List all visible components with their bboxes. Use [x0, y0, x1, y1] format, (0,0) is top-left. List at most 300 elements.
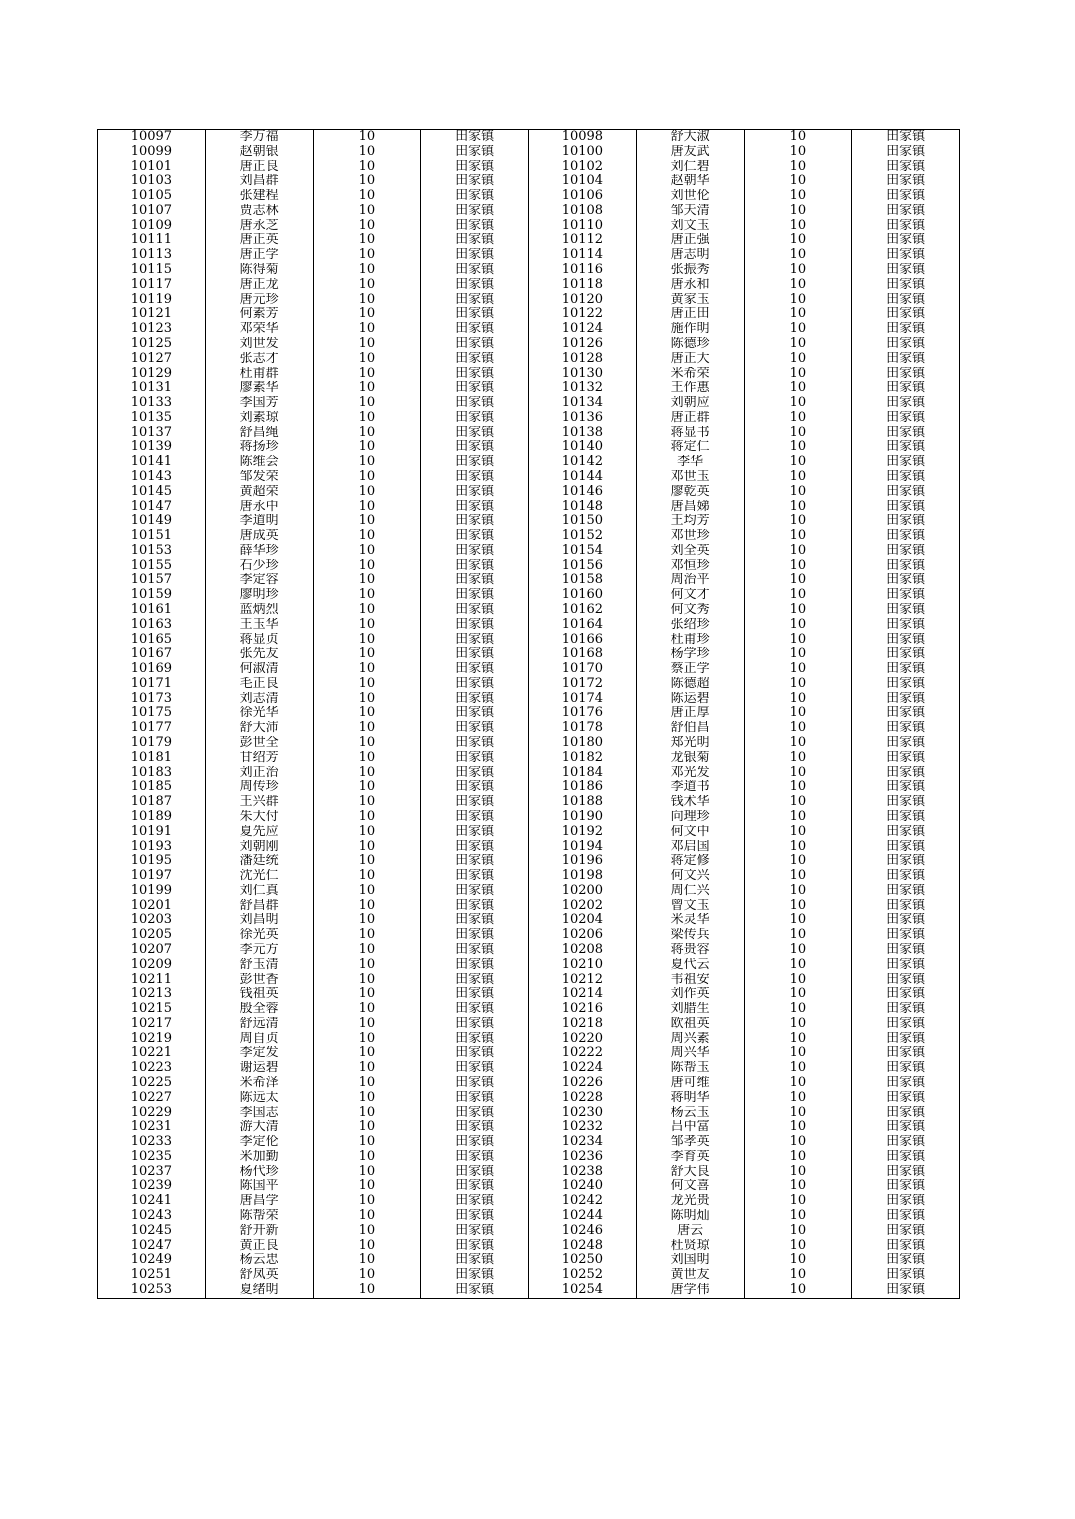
person-name-cell: 邹天清 [636, 204, 744, 219]
town-cell: 田家镇 [421, 1150, 529, 1165]
person-name-cell: 陈德珍 [636, 337, 744, 352]
amount-cell: 10 [744, 899, 852, 914]
amount-cell: 10 [313, 1165, 421, 1180]
town-cell: 田家镇 [421, 913, 529, 928]
record-id-cell: 10240 [529, 1179, 637, 1194]
town-cell: 田家镇 [852, 1061, 960, 1076]
record-id-cell: 10101 [98, 160, 206, 175]
amount-cell: 10 [744, 322, 852, 337]
town-cell: 田家镇 [852, 189, 960, 204]
record-id-cell: 10194 [529, 840, 637, 855]
person-name-cell: 刘朝刚 [205, 840, 313, 855]
person-name-cell: 黄超荣 [205, 485, 313, 500]
person-name-cell: 陈维会 [205, 455, 313, 470]
person-name-cell: 蒋显书 [636, 426, 744, 441]
table-row [98, 1224, 960, 1239]
town-cell: 田家镇 [421, 130, 529, 145]
amount-cell: 10 [313, 544, 421, 559]
amount-cell: 10 [744, 219, 852, 234]
table-row [98, 987, 960, 1002]
person-name-cell: 米希荣 [636, 367, 744, 382]
record-id-cell: 10197 [98, 869, 206, 884]
record-id-cell: 10251 [98, 1268, 206, 1283]
town-cell: 田家镇 [421, 204, 529, 219]
table-row [98, 943, 960, 958]
person-name-cell: 米加勤 [205, 1150, 313, 1165]
person-name-cell: 朱大付 [205, 810, 313, 825]
town-cell: 田家镇 [421, 662, 529, 677]
town-cell: 田家镇 [421, 411, 529, 426]
town-cell: 田家镇 [852, 706, 960, 721]
record-id-cell: 10170 [529, 662, 637, 677]
amount-cell: 10 [313, 293, 421, 308]
town-cell: 田家镇 [421, 1076, 529, 1091]
table-row [98, 633, 960, 648]
town-cell: 田家镇 [852, 913, 960, 928]
person-name-cell: 唐学伟 [636, 1283, 744, 1298]
table-row [98, 233, 960, 248]
person-name-cell: 张志才 [205, 352, 313, 367]
person-name-cell: 刘素琼 [205, 411, 313, 426]
person-name-cell: 陈帮荣 [205, 1209, 313, 1224]
town-cell: 田家镇 [421, 1017, 529, 1032]
record-id-cell: 10252 [529, 1268, 637, 1283]
town-cell: 田家镇 [852, 307, 960, 322]
amount-cell: 10 [744, 1091, 852, 1106]
table-row [98, 1165, 960, 1180]
amount-cell: 10 [744, 677, 852, 692]
amount-cell: 10 [313, 411, 421, 426]
person-name-cell: 徐光华 [205, 706, 313, 721]
person-name-cell: 李华 [636, 455, 744, 470]
record-id-cell: 10157 [98, 573, 206, 588]
record-id-cell: 10131 [98, 381, 206, 396]
amount-cell: 10 [744, 1194, 852, 1209]
town-cell: 田家镇 [852, 233, 960, 248]
amount-cell: 10 [313, 973, 421, 988]
town-cell: 田家镇 [421, 322, 529, 337]
amount-cell: 10 [744, 204, 852, 219]
town-cell: 田家镇 [852, 130, 960, 145]
record-id-cell: 10226 [529, 1076, 637, 1091]
person-name-cell: 唐友武 [636, 145, 744, 160]
person-name-cell: 蒋明华 [636, 1091, 744, 1106]
record-id-cell: 10140 [529, 440, 637, 455]
amount-cell: 10 [744, 633, 852, 648]
record-id-cell: 10153 [98, 544, 206, 559]
table-row [98, 1194, 960, 1209]
table-row [98, 1091, 960, 1106]
amount-cell: 10 [313, 721, 421, 736]
table-row [98, 411, 960, 426]
record-id-cell: 10165 [98, 633, 206, 648]
amount-cell: 10 [313, 780, 421, 795]
record-id-cell: 10205 [98, 928, 206, 943]
person-name-cell: 李道明 [205, 514, 313, 529]
person-name-cell: 蒋定修 [636, 854, 744, 869]
town-cell: 田家镇 [852, 352, 960, 367]
table-row [98, 958, 960, 973]
person-name-cell: 何淑清 [205, 662, 313, 677]
town-cell: 田家镇 [852, 1032, 960, 1047]
amount-cell: 10 [744, 1046, 852, 1061]
amount-cell: 10 [744, 396, 852, 411]
table-row [98, 455, 960, 470]
town-cell: 田家镇 [852, 795, 960, 810]
amount-cell: 10 [313, 440, 421, 455]
town-cell: 田家镇 [852, 322, 960, 337]
record-id-cell: 10134 [529, 396, 637, 411]
person-name-cell: 刘全英 [636, 544, 744, 559]
amount-cell: 10 [313, 840, 421, 855]
person-name-cell: 谢运碧 [205, 1061, 313, 1076]
record-id-cell: 10228 [529, 1091, 637, 1106]
record-id-cell: 10113 [98, 248, 206, 263]
person-name-cell: 石少珍 [205, 559, 313, 574]
amount-cell: 10 [313, 706, 421, 721]
amount-cell: 10 [744, 263, 852, 278]
amount-cell: 10 [744, 1135, 852, 1150]
amount-cell: 10 [313, 810, 421, 825]
amount-cell: 10 [744, 736, 852, 751]
person-name-cell: 廖素华 [205, 381, 313, 396]
record-id-cell: 10182 [529, 751, 637, 766]
table-row [98, 1076, 960, 1091]
table-row [98, 174, 960, 189]
town-cell: 田家镇 [421, 840, 529, 855]
town-cell: 田家镇 [852, 1239, 960, 1254]
amount-cell: 10 [744, 248, 852, 263]
table-row [98, 440, 960, 455]
record-id-cell: 10200 [529, 884, 637, 899]
amount-cell: 10 [744, 1120, 852, 1135]
person-name-cell: 龙银菊 [636, 751, 744, 766]
amount-cell: 10 [744, 588, 852, 603]
town-cell: 田家镇 [852, 662, 960, 677]
town-cell: 田家镇 [421, 293, 529, 308]
town-cell: 田家镇 [421, 736, 529, 751]
town-cell: 田家镇 [421, 899, 529, 914]
person-name-cell: 杜甫珍 [636, 633, 744, 648]
person-name-cell: 廖明珍 [205, 588, 313, 603]
town-cell: 田家镇 [421, 588, 529, 603]
person-name-cell: 毛正良 [205, 677, 313, 692]
town-cell: 田家镇 [852, 1209, 960, 1224]
person-name-cell: 夏先应 [205, 825, 313, 840]
person-name-cell: 蒋扬珍 [205, 440, 313, 455]
record-id-cell: 10183 [98, 766, 206, 781]
town-cell: 田家镇 [421, 160, 529, 175]
record-id-cell: 10143 [98, 470, 206, 485]
person-name-cell: 邓光发 [636, 766, 744, 781]
person-name-cell: 李道书 [636, 780, 744, 795]
town-cell: 田家镇 [421, 470, 529, 485]
amount-cell: 10 [744, 293, 852, 308]
person-name-cell: 李育英 [636, 1150, 744, 1165]
amount-cell: 10 [313, 795, 421, 810]
record-id-cell: 10209 [98, 958, 206, 973]
person-name-cell: 舒大良 [636, 1165, 744, 1180]
town-cell: 田家镇 [852, 899, 960, 914]
amount-cell: 10 [744, 692, 852, 707]
table-row [98, 1120, 960, 1135]
town-cell: 田家镇 [421, 1091, 529, 1106]
town-cell: 田家镇 [421, 1061, 529, 1076]
town-cell: 田家镇 [852, 174, 960, 189]
table-row [98, 692, 960, 707]
record-id-cell: 10192 [529, 825, 637, 840]
record-id-cell: 10108 [529, 204, 637, 219]
amount-cell: 10 [313, 1120, 421, 1135]
person-name-cell: 李万福 [205, 130, 313, 145]
amount-cell: 10 [744, 973, 852, 988]
town-cell: 田家镇 [421, 1239, 529, 1254]
record-id-cell: 10190 [529, 810, 637, 825]
person-name-cell: 杨云忠 [205, 1253, 313, 1268]
record-id-cell: 10189 [98, 810, 206, 825]
table-row [98, 485, 960, 500]
person-name-cell: 唐元珍 [205, 293, 313, 308]
amount-cell: 10 [313, 455, 421, 470]
table-row [98, 736, 960, 751]
town-cell: 田家镇 [421, 677, 529, 692]
record-id-cell: 10167 [98, 647, 206, 662]
person-name-cell: 陈国平 [205, 1179, 313, 1194]
person-name-cell: 王兴群 [205, 795, 313, 810]
town-cell: 田家镇 [421, 973, 529, 988]
record-id-cell: 10162 [529, 603, 637, 618]
amount-cell: 10 [744, 381, 852, 396]
town-cell: 田家镇 [852, 736, 960, 751]
person-name-cell: 刘腊生 [636, 1002, 744, 1017]
amount-cell: 10 [313, 1209, 421, 1224]
person-name-cell: 邓启国 [636, 840, 744, 855]
amount-cell: 10 [313, 677, 421, 692]
town-cell: 田家镇 [421, 1224, 529, 1239]
person-name-cell: 陈帮玉 [636, 1061, 744, 1076]
record-id-cell: 10218 [529, 1017, 637, 1032]
record-id-cell: 10239 [98, 1179, 206, 1194]
amount-cell: 10 [313, 1283, 421, 1298]
amount-cell: 10 [313, 559, 421, 574]
record-id-cell: 10130 [529, 367, 637, 382]
record-id-cell: 10114 [529, 248, 637, 263]
amount-cell: 10 [744, 352, 852, 367]
table-row [98, 293, 960, 308]
person-name-cell: 蔡正学 [636, 662, 744, 677]
town-cell: 田家镇 [852, 544, 960, 559]
amount-cell: 10 [744, 367, 852, 382]
person-name-cell: 唐成英 [205, 529, 313, 544]
record-id-cell: 10181 [98, 751, 206, 766]
person-name-cell: 李定发 [205, 1046, 313, 1061]
amount-cell: 10 [313, 514, 421, 529]
person-name-cell: 唐正群 [636, 411, 744, 426]
town-cell: 田家镇 [852, 1283, 960, 1298]
amount-cell: 10 [313, 751, 421, 766]
person-name-cell: 廖乾英 [636, 485, 744, 500]
person-name-cell: 刘世发 [205, 337, 313, 352]
person-name-cell: 何素芳 [205, 307, 313, 322]
town-cell: 田家镇 [852, 293, 960, 308]
person-name-cell: 周兴华 [636, 1046, 744, 1061]
person-name-cell: 舒大淑 [636, 130, 744, 145]
town-cell: 田家镇 [852, 219, 960, 234]
record-id-cell: 10159 [98, 588, 206, 603]
amount-cell: 10 [313, 485, 421, 500]
table-row [98, 1268, 960, 1283]
amount-cell: 10 [313, 470, 421, 485]
person-name-cell: 唐正学 [205, 248, 313, 263]
town-cell: 田家镇 [852, 381, 960, 396]
town-cell: 田家镇 [421, 559, 529, 574]
person-name-cell: 邓世珍 [636, 529, 744, 544]
amount-cell: 10 [313, 987, 421, 1002]
town-cell: 田家镇 [852, 278, 960, 293]
amount-cell: 10 [313, 588, 421, 603]
record-id-cell: 10241 [98, 1194, 206, 1209]
town-cell: 田家镇 [421, 529, 529, 544]
amount-cell: 10 [313, 1091, 421, 1106]
record-id-cell: 10152 [529, 529, 637, 544]
person-name-cell: 刘昌群 [205, 174, 313, 189]
amount-cell: 10 [744, 706, 852, 721]
town-cell: 田家镇 [421, 544, 529, 559]
town-cell: 田家镇 [852, 1106, 960, 1121]
town-cell: 田家镇 [852, 1091, 960, 1106]
record-id-cell: 10147 [98, 500, 206, 515]
amount-cell: 10 [744, 573, 852, 588]
town-cell: 田家镇 [852, 987, 960, 1002]
record-id-cell: 10139 [98, 440, 206, 455]
person-name-cell: 王作惠 [636, 381, 744, 396]
town-cell: 田家镇 [421, 307, 529, 322]
person-name-cell: 陈明灿 [636, 1209, 744, 1224]
record-id-cell: 10247 [98, 1239, 206, 1254]
person-name-cell: 何文才 [636, 588, 744, 603]
town-cell: 田家镇 [852, 825, 960, 840]
table-row [98, 721, 960, 736]
person-name-cell: 彭世全 [205, 736, 313, 751]
amount-cell: 10 [313, 1179, 421, 1194]
table-row [98, 559, 960, 574]
record-id-cell: 10243 [98, 1209, 206, 1224]
town-cell: 田家镇 [852, 1002, 960, 1017]
record-id-cell: 10136 [529, 411, 637, 426]
person-name-cell: 周自贞 [205, 1032, 313, 1047]
amount-cell: 10 [744, 500, 852, 515]
record-id-cell: 10225 [98, 1076, 206, 1091]
person-name-cell: 周治平 [636, 573, 744, 588]
person-name-cell: 唐正田 [636, 307, 744, 322]
amount-cell: 10 [313, 396, 421, 411]
record-id-cell: 10176 [529, 706, 637, 721]
amount-cell: 10 [744, 1224, 852, 1239]
person-name-cell: 甘绍芳 [205, 751, 313, 766]
table-row [98, 470, 960, 485]
person-name-cell: 游大清 [205, 1120, 313, 1135]
town-cell: 田家镇 [852, 780, 960, 795]
record-id-cell: 10223 [98, 1061, 206, 1076]
person-name-cell: 刘作英 [636, 987, 744, 1002]
town-cell: 田家镇 [421, 618, 529, 633]
record-id-cell: 10173 [98, 692, 206, 707]
town-cell: 田家镇 [852, 958, 960, 973]
amount-cell: 10 [313, 1253, 421, 1268]
person-name-cell: 赵朝华 [636, 174, 744, 189]
table-row [98, 248, 960, 263]
amount-cell: 10 [313, 736, 421, 751]
amount-cell: 10 [313, 1002, 421, 1017]
record-id-cell: 10227 [98, 1091, 206, 1106]
person-name-cell: 张建程 [205, 189, 313, 204]
town-cell: 田家镇 [421, 633, 529, 648]
record-id-cell: 10238 [529, 1165, 637, 1180]
town-cell: 田家镇 [421, 248, 529, 263]
amount-cell: 10 [313, 1268, 421, 1283]
record-id-cell: 10133 [98, 396, 206, 411]
table-row [98, 780, 960, 795]
amount-cell: 10 [313, 1061, 421, 1076]
table-row [98, 795, 960, 810]
amount-cell: 10 [313, 1076, 421, 1091]
table-row [98, 1017, 960, 1032]
record-id-cell: 10249 [98, 1253, 206, 1268]
record-id-cell: 10186 [529, 780, 637, 795]
town-cell: 田家镇 [421, 1179, 529, 1194]
table-row [98, 278, 960, 293]
record-id-cell: 10248 [529, 1239, 637, 1254]
record-id-cell: 10212 [529, 973, 637, 988]
town-cell: 田家镇 [421, 426, 529, 441]
record-id-cell: 10184 [529, 766, 637, 781]
amount-cell: 10 [313, 160, 421, 175]
amount-cell: 10 [744, 913, 852, 928]
record-id-cell: 10178 [529, 721, 637, 736]
record-id-cell: 10214 [529, 987, 637, 1002]
town-cell: 田家镇 [421, 928, 529, 943]
amount-cell: 10 [313, 426, 421, 441]
town-cell: 田家镇 [421, 869, 529, 884]
town-cell: 田家镇 [421, 766, 529, 781]
amount-cell: 10 [744, 1106, 852, 1121]
person-name-cell: 周传珍 [205, 780, 313, 795]
record-id-cell: 10160 [529, 588, 637, 603]
town-cell: 田家镇 [852, 692, 960, 707]
record-id-cell: 10244 [529, 1209, 637, 1224]
record-id-cell: 10102 [529, 160, 637, 175]
amount-cell: 10 [313, 1106, 421, 1121]
record-id-cell: 10161 [98, 603, 206, 618]
record-id-cell: 10245 [98, 1224, 206, 1239]
person-name-cell: 舒玉清 [205, 958, 313, 973]
record-id-cell: 10099 [98, 145, 206, 160]
town-cell: 田家镇 [421, 174, 529, 189]
amount-cell: 10 [313, 662, 421, 677]
record-id-cell: 10231 [98, 1120, 206, 1135]
amount-cell: 10 [744, 233, 852, 248]
town-cell: 田家镇 [421, 706, 529, 721]
table-row [98, 189, 960, 204]
record-id-cell: 10171 [98, 677, 206, 692]
table-row [98, 869, 960, 884]
person-name-cell: 刘正治 [205, 766, 313, 781]
table-row [98, 973, 960, 988]
amount-cell: 10 [744, 426, 852, 441]
person-name-cell: 郑光明 [636, 736, 744, 751]
town-cell: 田家镇 [852, 810, 960, 825]
record-id-cell: 10224 [529, 1061, 637, 1076]
